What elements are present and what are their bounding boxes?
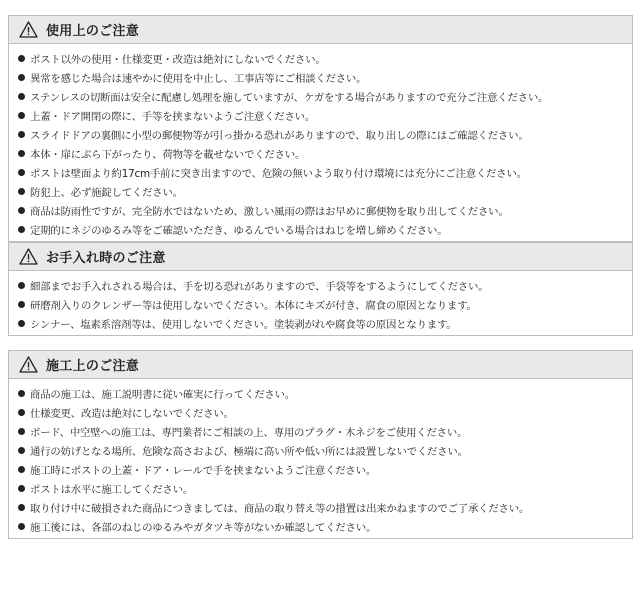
section-title: 施工上のご注意	[46, 359, 140, 374]
notice-text: 取り付け中に破損された商品につきましては、商品の取り替え等の措置は出来かねますのでご了承ください。	[30, 503, 530, 515]
notice-text: 仕様変更、改造は絶対にしないでください。	[30, 408, 234, 420]
notice-text: 商品は防雨性ですが、完全防水ではないため、激しい風雨の際はお早めに郵便物を取り出してください。	[30, 206, 509, 218]
list-item	[18, 517, 632, 536]
list-item	[18, 182, 632, 201]
list-item	[18, 384, 632, 403]
bullet-icon	[18, 523, 25, 530]
warning-triangle-icon	[19, 248, 38, 265]
bullet-icon	[18, 188, 25, 195]
section-header	[9, 16, 632, 44]
list-item	[18, 441, 632, 460]
notice-list	[9, 271, 632, 335]
section-title: 使用上のご注意	[46, 24, 140, 39]
section-header	[9, 351, 632, 379]
notice-text: スライドドアの裏側に小型の郵便物等が引っ掛かる恐れがありますので、取り出しの際にはご確認ください。	[30, 130, 529, 142]
notice-text: 通行の妨げとなる場所、危険な高さおよび、極端に高い所や低い所には設置しないでください。	[30, 446, 468, 458]
list-item	[18, 163, 632, 182]
bullet-icon	[18, 169, 25, 176]
bullet-icon	[18, 447, 25, 454]
bullet-icon	[18, 485, 25, 492]
bullet-icon	[18, 131, 25, 138]
notice-text: ポスト以外の使用・仕様変更・改造は絶対にしないでください。	[30, 54, 326, 66]
notice-section-1	[8, 242, 633, 336]
notice-text: 上蓋・ドア開閉の際に、手等を挟まないようご注意ください。	[30, 111, 316, 123]
list-item	[18, 68, 632, 87]
bullet-icon	[18, 55, 25, 62]
notice-text: 細部までお手入れされる場合は、手を切る恐れがありますので、手袋等をするようにしてください。	[30, 281, 489, 293]
notice-section-2	[8, 350, 633, 539]
notice-text: 防犯上、必ず施錠してください。	[30, 187, 183, 199]
list-item	[18, 403, 632, 422]
bullet-icon	[18, 112, 25, 119]
list-item	[18, 87, 632, 106]
notice-text: 本体・扉にぶら下がったり、荷物等を載せないでください。	[30, 149, 306, 161]
bullet-icon	[18, 226, 25, 233]
bullet-icon	[18, 282, 25, 289]
bullet-icon	[18, 93, 25, 100]
notice-text: 異常を感じた場合は速やかに使用を中止し、工事店等にご相談ください。	[30, 73, 367, 85]
section-title: お手入れ時のご注意	[46, 251, 166, 266]
list-item	[18, 125, 632, 144]
notice-text: 商品の施工は、施工説明書に従い確実に行ってください。	[30, 389, 295, 401]
notice-text: ポストは水平に施工してください。	[30, 484, 194, 496]
notice-list	[9, 379, 632, 538]
notice-text: 研磨剤入りのクレンザー等は使用しないでください。本体にキズが付き、腐食の原因となります。	[30, 300, 477, 312]
list-item	[18, 49, 632, 68]
bullet-icon	[18, 207, 25, 214]
list-item	[18, 220, 632, 239]
notice-text: 施工後には、各部のねじのゆるみやガタツキ等がないか確認してください。	[30, 522, 377, 534]
notice-text: ボード、中空壁への施工は、専門業者にご相談の上、専用のプラグ・木ネジをご使用ください。	[30, 427, 468, 439]
bullet-icon	[18, 409, 25, 416]
notice-list	[9, 44, 632, 241]
bullet-icon	[18, 301, 25, 308]
notice-text: ステンレスの切断面は安全に配慮し処理を施していますが、ケガをする場合がありますので充分ご注意ください。	[30, 92, 549, 104]
warning-triangle-icon	[19, 356, 38, 373]
list-item	[18, 460, 632, 479]
bullet-icon	[18, 320, 25, 327]
bullet-icon	[18, 74, 25, 81]
list-item	[18, 479, 632, 498]
section-header	[9, 243, 632, 271]
list-item	[18, 422, 632, 441]
notice-text: 定期的にネジのゆるみ等をご確認いただき、ゆるんでいる場合はねじを増し締めください。	[30, 225, 448, 237]
list-item	[18, 314, 632, 333]
bullet-icon	[18, 150, 25, 157]
list-item	[18, 201, 632, 220]
list-item	[18, 295, 632, 314]
bullet-icon	[18, 428, 25, 435]
list-item	[18, 498, 632, 517]
notice-section-0	[8, 15, 633, 242]
list-item	[18, 106, 632, 125]
bullet-icon	[18, 466, 25, 473]
notice-text: シンナー、塩素系溶剤等は、使用しないでください。塗装剥がれや腐食等の原因となります。	[30, 319, 457, 331]
list-item	[18, 144, 632, 163]
notice-text: 施工時にポストの上蓋・ドア・レールで手を挟まないようご注意ください。	[30, 465, 376, 477]
warning-triangle-icon	[19, 21, 38, 38]
bullet-icon	[18, 504, 25, 511]
list-item	[18, 276, 632, 295]
notice-text: ポストは壁面より約17cm手前に突き出ますので、危険の無いよう取り付け環境には充分にご注意ください。	[30, 168, 527, 180]
bullet-icon	[18, 390, 25, 397]
